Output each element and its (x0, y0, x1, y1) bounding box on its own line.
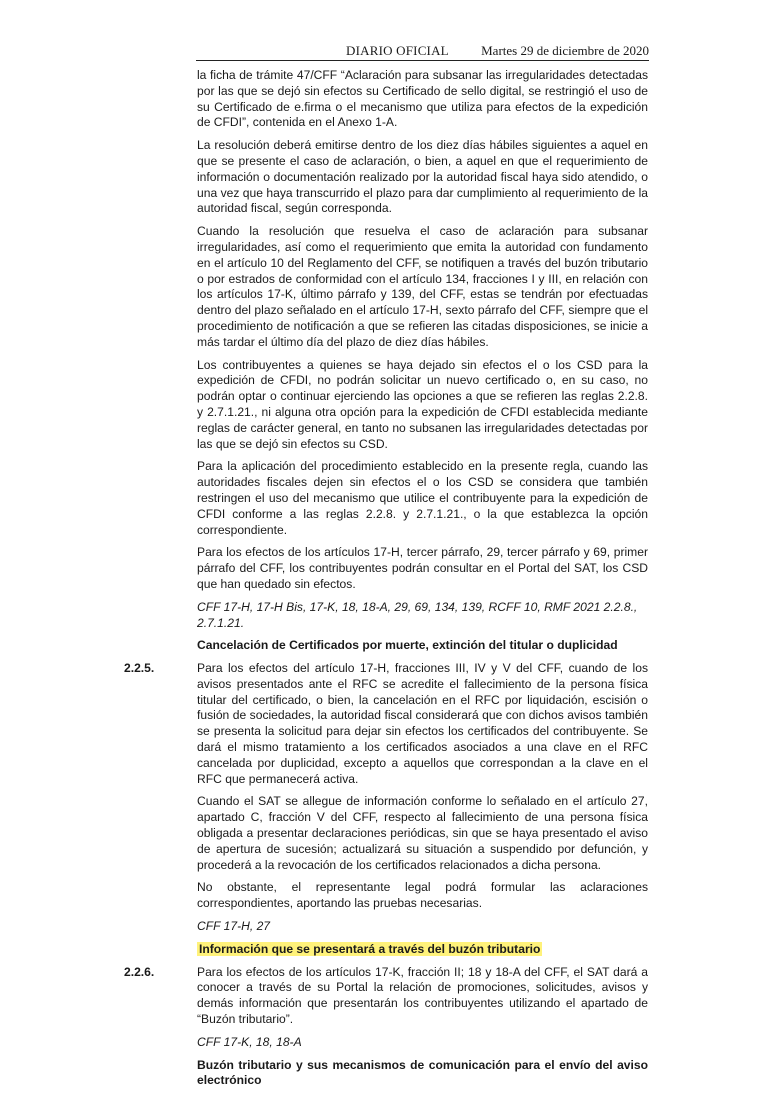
legal-reference: CFF 17-H, 17-H Bis, 17-K, 18, 18-A, 29, 69, 134, 139, RCFF 10, RMF 2021 2.2.8., 2.7.1.21. (197, 599, 638, 630)
paragraph: Para los efectos del artículo 17-H, fracciones III, IV y V del CFF, cuando de los avisos presentados ante el RFC se acredite el fallecimiento de la persona física titular del certificado, o bien, la cancelación en el RFC por liquidación, escisión o fusión de sociedades, la autoridad fiscal considerará que con dichos avisos también se presenta la solicitud para dejar sin efectos los certificados del contribuyente. Se dará el mismo tratamiento a los certificados asociados a una clave en el RFC cancelada por duplicidad, excepto a aquellos que correspondan a la clave en el RFC que permanecerá activa. (197, 661, 648, 786)
newspaper-name: DIARIO OFICIAL (346, 43, 449, 58)
rule-number: 2.2.5. (124, 661, 155, 676)
paragraph: la ficha de trámite 47/CFF “Aclaración para subsanar las irregularidades detectadas por las que se dejó sin efectos su Certificado de sello digital, se restringió el uso de su Certificado de e.firma o el mecanismo que utiliza para efectos de la expedición de CFDI”, contenida en el Anexo 1-A. (197, 68, 648, 130)
legal-reference: CFF 17-H, 27 (197, 919, 271, 934)
paragraph: Cuando la resolución que resuelva el caso de aclaración para subsanar irregularidades, así como el requerimiento que emita la autoridad con fundamento en el artículo 10 del Reglamento del CFF, se notifiquen a través del buzón tributario o por estrados de conformidad con el artículo 134, fracciones I y III, en relación con los artículos 17-K, último párrafo y 139, del CFF, estas se tendrán por efectuadas dentro del plazo señalado en el artículo 17-H, sexto párrafo del CFF, siempre que el procedimiento de notificación a que se refieren las citadas disposiciones, se inicie a más tardar el último día del plazo de diez días hábiles. (197, 224, 648, 349)
highlighted-text: Información que se presentará a través del buzón tributario (199, 941, 541, 956)
section-heading: Buzón tributario y sus mecanismos de comunicación para el envío del aviso electrónico (197, 1057, 648, 1088)
paragraph: Cuando el SAT se allegue de información conforme lo señalado en el artículo 27, apartado C, fracción V del CFF, respecto al fallecimiento de una persona física obligada a presentar declaraciones periódicas, sin que se haya presentado el aviso de apertura de sucesión; actualizará su situación a suspendido por defunción, y procederá a la revocación de los certificados relacionados a dicha persona. (197, 794, 648, 872)
rule-2-2-6 (124, 964, 648, 1028)
section-heading-highlighted (197, 942, 648, 958)
paragraph: Los contribuyentes a quienes se haya dejado sin efectos el o los CSD para la expedición de CFDI, no podrán solicitar un nuevo certificado o, en su caso, no podrán optar o continuar ejerciendo las opciones a que se refieren las reglas 2.2.8. y 2.7.1.21., ni alguna otra opción para la expedición de CFDI establecida mediante reglas de carácter general, en tanto no subsanen las irregularidades detectadas por las que se dejó sin efectos su CSD. (197, 357, 648, 451)
publication-date: Martes 29 de diciembre de 2020 (481, 43, 649, 58)
section-heading: Cancelación de Certificados por muerte, extinción del titular o duplicidad (197, 638, 618, 653)
paragraph: Para la aplicación del procedimiento establecido en la presente regla, cuando las autoridades fiscales dejen sin efectos el o los CSD se considera que también restringen el uso del mecanismo que utilice el contribuyente para la expedición de CFDI conforme a las reglas 2.2.8. y 2.7.1.21., o la que establezca la opción correspondiente. (197, 459, 648, 537)
document-body (124, 68, 648, 1096)
legal-reference: CFF 17-K, 18, 18-A (197, 1034, 302, 1049)
paragraph: Para los efectos de los artículos 17-H, tercer párrafo, 29, tercer párrafo y 69, primer párrafo del CFF, los contribuyentes podrán consultar en el Portal del SAT, los CSD que han quedado sin efectos. (197, 545, 648, 591)
paragraph: No obstante, el representante legal podrá formular las aclaraciones correspondientes, aportando las pruebas necesarias. (197, 880, 648, 911)
rule-number: 2.2.6. (124, 964, 155, 979)
paragraph: Para los efectos de los artículos 17-K, fracción II; 18 y 18-A del CFF, el SAT dará a conocer a través de su Portal la relación de promociones, solicitudes, avisos y demás información que presentarán los contribuyentes utilizando el apartado de “Buzón tributario”. (197, 964, 648, 1027)
page-header (196, 40, 649, 61)
paragraph: La resolución deberá emitirse dentro de los diez días hábiles siguientes a aquel en que se presente el caso de aclaración, o bien, a aquel en que el requerimiento de información o documentación realizado por la autoridad fiscal haya sido atendido, o una vez que haya transcurrido el plazo para dar cumplimiento al requerimiento de la autoridad fiscal, según corresponda. (197, 138, 648, 216)
rule-2-2-5 (124, 661, 648, 787)
